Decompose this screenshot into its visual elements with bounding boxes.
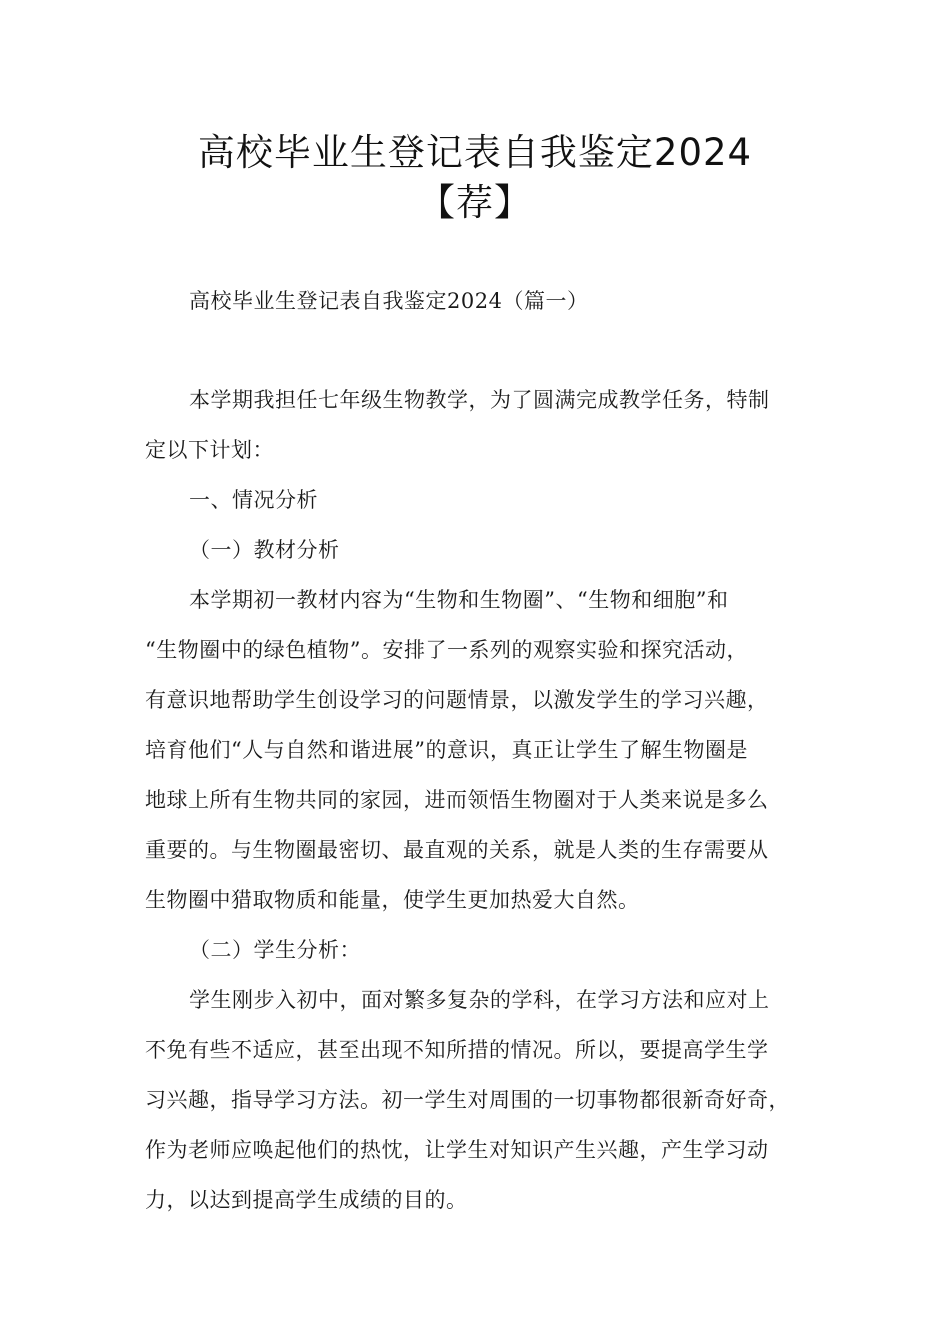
section-subheading: （一）教材分析 (189, 538, 340, 562)
paragraph-line: 学生刚步入初中，面对繁多复杂的学科，在学习方法和应对上 (189, 988, 770, 1012)
paragraph-line: 力，以达到提高学生成绩的目的。 (145, 1188, 468, 1212)
document-title-line2: 【荐】 (418, 181, 532, 224)
paragraph-line: 不免有些不适应，甚至出现不知所措的情况。所以，要提高学生学 (145, 1038, 769, 1062)
document-title-line1: 高校毕业生登记表自我鉴定2024 (197, 131, 753, 174)
section-heading: 一、情况分析 (189, 488, 318, 512)
paragraph-line: 重要的。与生物圈最密切、最直观的关系，就是人类的生存需要从 (145, 838, 769, 862)
section-subheading: （二）学生分析： (189, 938, 361, 962)
paragraph-line: 地球上所有生物共同的家园，进而领悟生物圈对于人类来说是多么 (145, 788, 769, 812)
paragraph-line: 定以下计划： (145, 438, 274, 462)
paragraph-line: 作为老师应唤起他们的热忱，让学生对知识产生兴趣，产生学习动 (145, 1138, 769, 1162)
paragraph-line: 习兴趣，指导学习方法。初一学生对周围的一切事物都很新奇好奇， (145, 1088, 790, 1112)
paragraph-line: “生物圈中的绿色植物”。安排了一系列的观察实验和探究活动， (145, 638, 748, 662)
paragraph-line: 本学期初一教材内容为“生物和生物圈”、“生物和细胞”和 (189, 588, 729, 612)
paragraph-line: 培育他们“人与自然和谐进展”的意识，真正让学生了解生物圈是 (145, 738, 748, 762)
document-subtitle: 高校毕业生登记表自我鉴定2024（篇一） (189, 289, 589, 313)
paragraph-line: 生物圈中猎取物质和能量，使学生更加热爱大自然。 (145, 888, 640, 912)
paragraph-line: 有意识地帮助学生创设学习的问题情景，以激发学生的学习兴趣， (145, 688, 769, 712)
paragraph-line: 本学期我担任七年级生物教学，为了圆满完成教学任务，特制 (189, 388, 770, 412)
